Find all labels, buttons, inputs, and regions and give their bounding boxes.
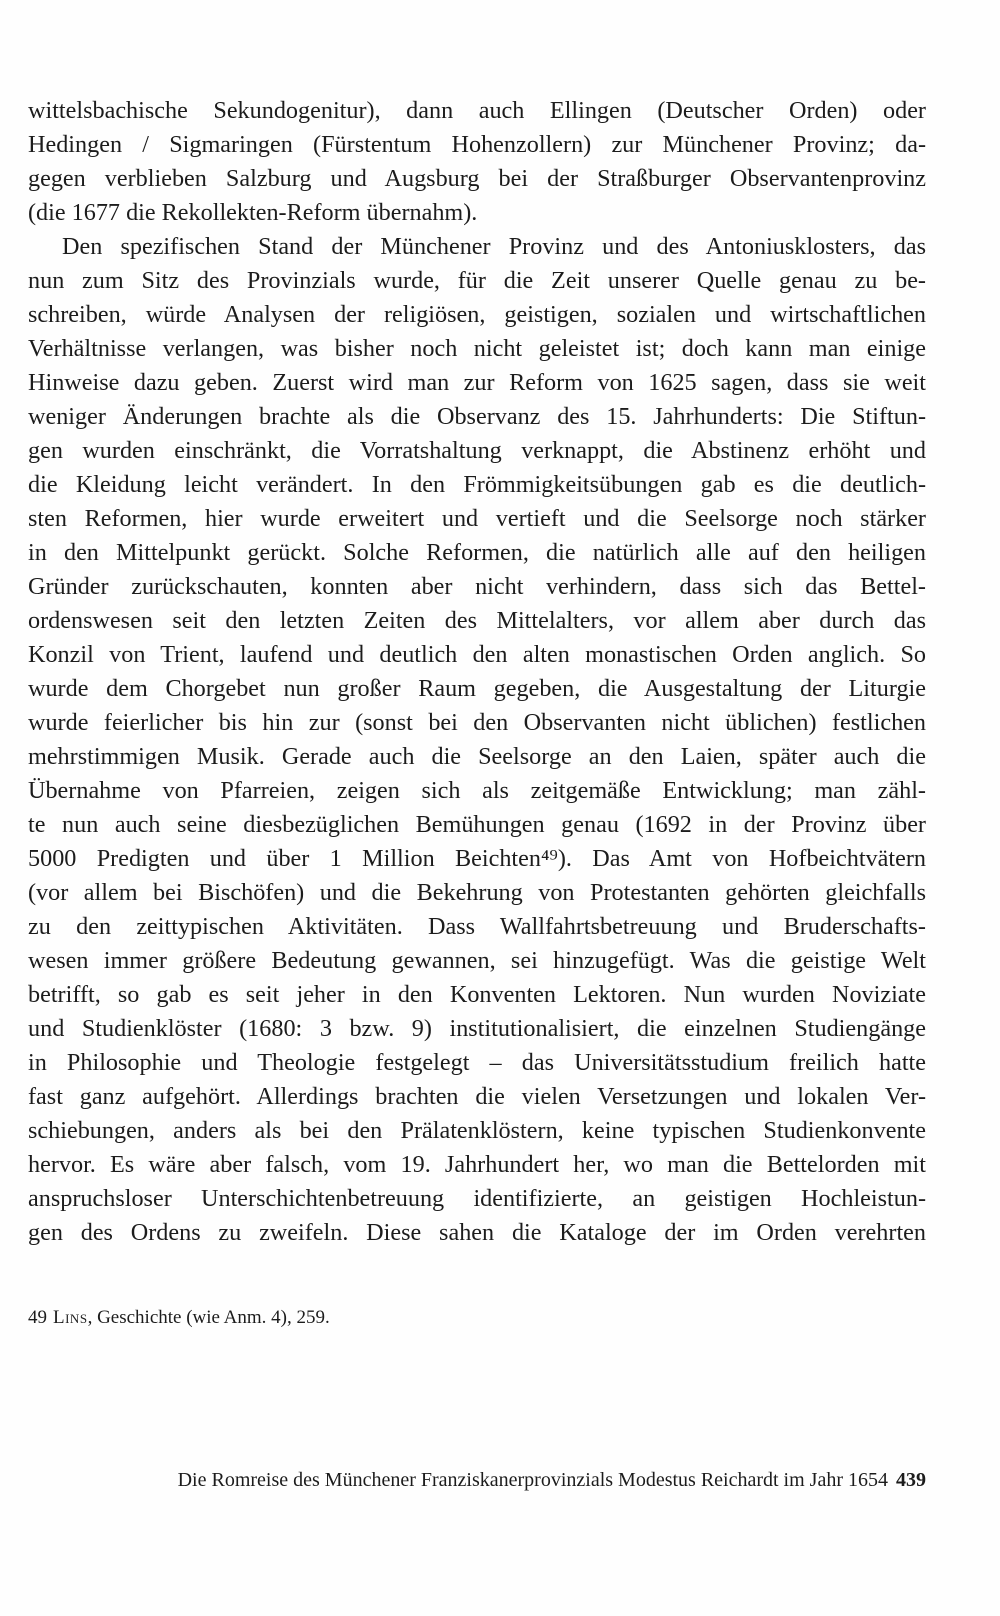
text-line: wurde feierlicher bis hin zur (sonst bei den Observanten nicht üblichen) festlichen <box>28 709 926 736</box>
footnote-49 <box>28 1305 926 1331</box>
running-title: Die Romreise des Münchener Franziskanerprovinzials Modestus Reichardt im Jahr 1654 <box>177 1469 888 1491</box>
text-line: schreiben, würde Analysen der religiösen, geistigen, sozialen und wirtschaftlichen <box>28 301 926 328</box>
footnote-author: Lins <box>53 1307 88 1328</box>
text-line: Hinweise dazu geben. Zuerst wird man zur Reform von 1625 sagen, dass sie weit <box>28 369 926 396</box>
text-line: (die 1677 die Rekollekten-Reform übernahm). <box>28 199 478 226</box>
text-line: wittelsbachische Sekundogenitur), dann auch Ellingen (Deutscher Orden) oder <box>28 97 926 124</box>
text-line: hervor. Es wäre aber falsch, vom 19. Jahrhundert her, wo man die Bettelorden mit <box>28 1151 926 1178</box>
text-line: in den Mittelpunkt gerückt. Solche Reformen, die natürlich alle auf den heiligen <box>28 539 926 566</box>
text-line: Gründer zurückschauten, konnten aber nicht verhindern, dass sich das Bettel- <box>28 573 926 600</box>
footnote-number: 49 <box>28 1307 47 1328</box>
footnote-text: , Geschichte (wie Anm. 4), 259. <box>87 1307 330 1328</box>
text-line: gen wurden einschränkt, die Vorratshaltung verknappt, die Abstinenz erhöht und <box>28 437 926 464</box>
text-line: ordenswesen seit den letzten Zeiten des Mittelalters, vor allem aber durch das <box>28 607 926 634</box>
text-line: (vor allem bei Bischöfen) und die Bekehrung von Protestanten gehörten gleichfalls <box>28 879 926 906</box>
text-line: die Kleidung leicht verändert. In den Frömmigkeitsübungen gab es die deutlich- <box>28 471 926 498</box>
text-line: fast ganz aufgehört. Allerdings brachten die vielen Versetzungen und lokalen Ver- <box>28 1083 926 1110</box>
text-line: weniger Änderungen brachte als die Observanz des 15. Jahrhunderts: Die Stiftun- <box>28 403 926 430</box>
text-line: und Studienklöster (1680: 3 bzw. 9) institutionalisiert, die einzelnen Studiengänge <box>28 1015 926 1042</box>
text-line: zu den zeittypischen Aktivitäten. Dass Wallfahrtsbetreuung und Bruderschafts- <box>28 913 926 940</box>
text-line: in Philosophie und Theologie festgelegt – das Universitätsstudium freilich hatte <box>28 1049 926 1076</box>
running-footer <box>90 1466 926 1494</box>
text-line: Übernahme von Pfarreien, zeigen sich als zeitgemäße Entwicklung; man zähl- <box>28 777 926 804</box>
text-line: betrifft, so gab es seit jeher in den Konventen Lektoren. Nun wurden Noviziate <box>28 981 926 1008</box>
text-line: nun zum Sitz des Provinzials wurde, für die Zeit unserer Quelle genau zu be- <box>28 267 926 294</box>
text-line: Konzil von Trient, laufend und deutlich den alten monastischen Orden anglich. So <box>28 641 926 668</box>
text-line: te nun auch seine diesbezüglichen Bemühungen genau (1692 in der Provinz über <box>28 811 926 838</box>
text-line: schiebungen, anders als bei den Prälatenklöstern, keine typischen Studienkonvente <box>28 1117 926 1144</box>
text-line: Verhältnisse verlangen, was bisher noch nicht geleistet ist; doch kann man einige <box>28 335 926 362</box>
page-number: 439 <box>896 1469 926 1491</box>
text-line: wurde dem Chorgebet nun großer Raum gegeben, die Ausgestaltung der Liturgie <box>28 675 926 702</box>
text-line: gen des Ordens zu zweifeln. Diese sahen die Kataloge der im Orden verehrten <box>28 1219 926 1246</box>
text-line: wesen immer größere Bedeutung gewannen, sei hinzugefügt. Was die geistige Welt <box>28 947 926 974</box>
text-line: Den spezifischen Stand der Münchener Provinz und des Antoniusklosters, das <box>62 233 926 260</box>
text-line: anspruchsloser Unterschichtenbetreuung identifizierte, an geistigen Hochleistun- <box>28 1185 926 1212</box>
text-line: mehrstimmigen Musik. Gerade auch die Seelsorge an den Laien, später auch die <box>28 743 926 770</box>
main-text-block <box>28 94 926 1250</box>
text-line: Hedingen / Sigmaringen (Fürstentum Hohenzollern) zur Münchener Provinz; da- <box>28 131 926 158</box>
text-line: sten Reformen, hier wurde erweitert und vertieft und die Seelsorge noch stärker <box>28 505 926 532</box>
text-line: 5000 Predigten und über 1 Million Beichten⁴⁹). Das Amt von Hofbeichtvätern <box>28 845 926 872</box>
text-line: gegen verblieben Salzburg und Augsburg bei der Straßburger Observantenprovinz <box>28 165 926 192</box>
